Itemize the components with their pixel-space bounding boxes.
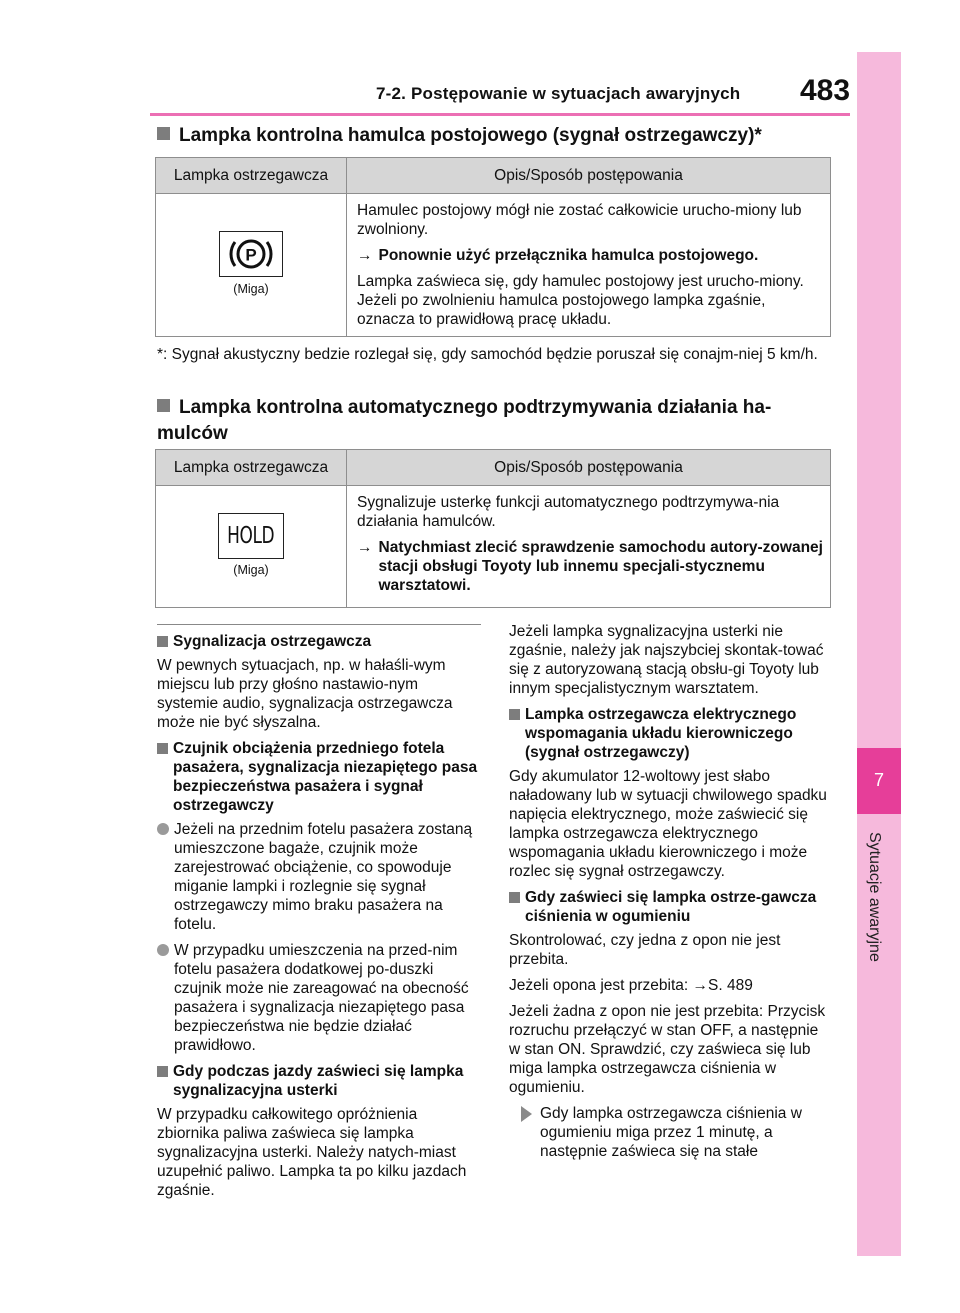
square-bullet-icon — [509, 892, 520, 903]
bullet-item: W przypadku umieszczenia na przed-nim fotelu pasażera dodatkowej po-duszki czujnik może nie zareagować na obecność pasażera i sygnalizacja niezapiętego pasa bezpieczeństwa nie będzie działać prawidłowo. — [157, 941, 481, 1055]
paragraph: Jeżeli żadna z opon nie jest przebita: Przycisk rozruchu przełączyć w stan OFF, a następnie w stan ON. Sprawdzić, czy zaświeca się lub miga lampka ostrzegawcza ciśnienia w ogumieniu. — [509, 1003, 826, 1096]
paragraph: Jeżeli lampka sygnalizacyjna usterki nie zgaśnie, należy jak najszybciej skontak-tować się z autoryzowaną stacją obsłu-gi Toyoty lub innym specjalistycznym warsztatem. — [509, 623, 824, 697]
square-bullet-icon — [157, 743, 168, 754]
page-number: 483 — [800, 74, 851, 107]
square-bullet-icon — [157, 636, 168, 647]
header-rule — [150, 113, 850, 116]
brake-hold-table — [155, 449, 831, 608]
paragraph: W przypadku całkowitego opróżnienia zbiornika paliwa zaświeca się lampka sygnalizacyjna usterki. Należy natych-miast uzupełnić paliwo. Lampka ta po kilku jazdach zgaśnie. — [157, 1106, 467, 1199]
sub-heading-seat-sensor: Czujnik obciążenia przedniego fotela pasażera, sygnalizacja niezapiętego pasa bezpieczeństwa pasażera i sygnał ostrzegawczy — [157, 739, 481, 815]
square-bullet-icon — [157, 1066, 168, 1077]
parking-brake-table — [155, 157, 831, 337]
table-header-description: Opis/Sposób postępowania — [347, 450, 831, 486]
table-header-light: Lampka ostrzegawcza — [156, 158, 347, 194]
square-bullet-icon — [157, 399, 170, 412]
action-line: → Natychmiast zlecić sprawdzenie samochodu autory-zowanej stacji obsługi Toyoty lub innemu specjali-stycznemu warsztatowi. — [357, 539, 823, 594]
right-column — [509, 622, 833, 1161]
description-text-2: Lampka zaświeca się, gdy hamulec postojowy jest urucho-miony. Jeżeli po zwolnieniu hamulca postojowego lampka zgaśnie, oznacza to prawidłową pracę układu. — [357, 273, 804, 328]
chapter-title: Sytuacje awaryjne — [866, 832, 883, 962]
table-header-light: Lampka ostrzegawcza — [156, 450, 347, 486]
icon-caption: (Miga) — [233, 282, 269, 296]
icon-cell — [156, 486, 347, 608]
section-title: 7-2. Postępowanie w sytuacjach awaryjnych — [376, 84, 741, 103]
description-cell — [347, 194, 831, 337]
sub-heading-tire-pressure: Gdy zaświeci się lampka ostrze-gawcza ciśnienia w ogumieniu — [509, 888, 833, 926]
chapter-side-tab — [857, 52, 901, 1256]
svg-text:P: P — [245, 245, 257, 265]
paragraph: Skontrolować, czy jedna z opon nie jest przebita. — [509, 932, 781, 968]
hold-icon: HOLD — [218, 513, 284, 559]
triangle-bullet-icon — [521, 1106, 532, 1122]
description-text: Sygnalizuje usterkę funkcji automatycznego podtrzymywa-nia działania hamulców. — [357, 494, 780, 530]
bullet-item: Jeżeli na przednim fotelu pasażera zostaną umieszczone bagaże, czujnik może zarejestrować obciążenie, co spowoduje miganie lampki i rozlegnie się sygnał ostrzegawczy mimo braku pasażera na fotelu. — [157, 820, 481, 934]
footnote: *: Sygnał akustyczny bedzie rozlegał się, gdy samochód będzie poruszał się conajm-niej 5 km/h. — [157, 346, 818, 363]
step-item: Gdy lampka ostrzegawcza ciśnienia w ogumieniu miga przez 1 minutę, a następnie zaświeca się na stałe — [521, 1104, 833, 1161]
table-header-description: Opis/Sposób postępowania — [347, 158, 831, 194]
square-bullet-icon — [157, 127, 170, 140]
square-bullet-icon — [509, 709, 520, 720]
left-column — [157, 632, 481, 1207]
bullet-dot-icon — [157, 823, 169, 835]
icon-caption: (Miga) — [233, 563, 269, 577]
icon-cell — [156, 194, 347, 337]
description-text: Hamulec postojowy mógł nie zostać całkowicie urucho-miony lub zwolniony. — [357, 202, 802, 238]
chapter-number: 7 — [873, 770, 884, 790]
section-heading-brake-hold: Lampka kontrolna automatycznego podtrzymywania działania ha-mulców — [157, 397, 772, 444]
action-line: → Ponownie użyć przełącznika hamulca postojowego. — [357, 247, 759, 264]
paragraph: W pewnych sytuacjach, np. w hałaśli-wym miejscu lub przy głośno nastawio-nym systemie audio, sygnalizacja ostrzegawcza może nie być słyszalna. — [157, 657, 453, 731]
sub-heading-malfunction-light: Gdy podczas jazdy zaświeci się lampka sygnalizacyjna usterki — [157, 1062, 481, 1100]
sub-heading-eps-light: Lampka ostrzegawcza elektrycznego wspomagania układu kierowniczego (sygnał ostrzegawczy) — [509, 705, 833, 762]
column-rule — [157, 624, 481, 625]
description-cell — [347, 486, 831, 608]
sub-heading-warning-signal: Sygnalizacja ostrzegawcza — [157, 632, 481, 651]
page-reference[interactable]: Jeżeli opona jest przebita: →S. 489 — [509, 977, 753, 994]
parking-brake-icon — [219, 231, 283, 277]
paragraph: Gdy akumulator 12-woltowy jest słabo naładowany lub w sytuacji chwilowego spadku napięcia elektrycznego, może zaświecić się lampka ostrzegawcza elektrycznego wspomagania układu kierowniczego i może rozlec się sygnał ostrzegawczy. — [509, 768, 827, 880]
section-heading-parking-brake: Lampka kontrolna hamulca postojowego (sygnał ostrzegawczy)* — [157, 123, 762, 149]
bullet-dot-icon — [157, 944, 169, 956]
